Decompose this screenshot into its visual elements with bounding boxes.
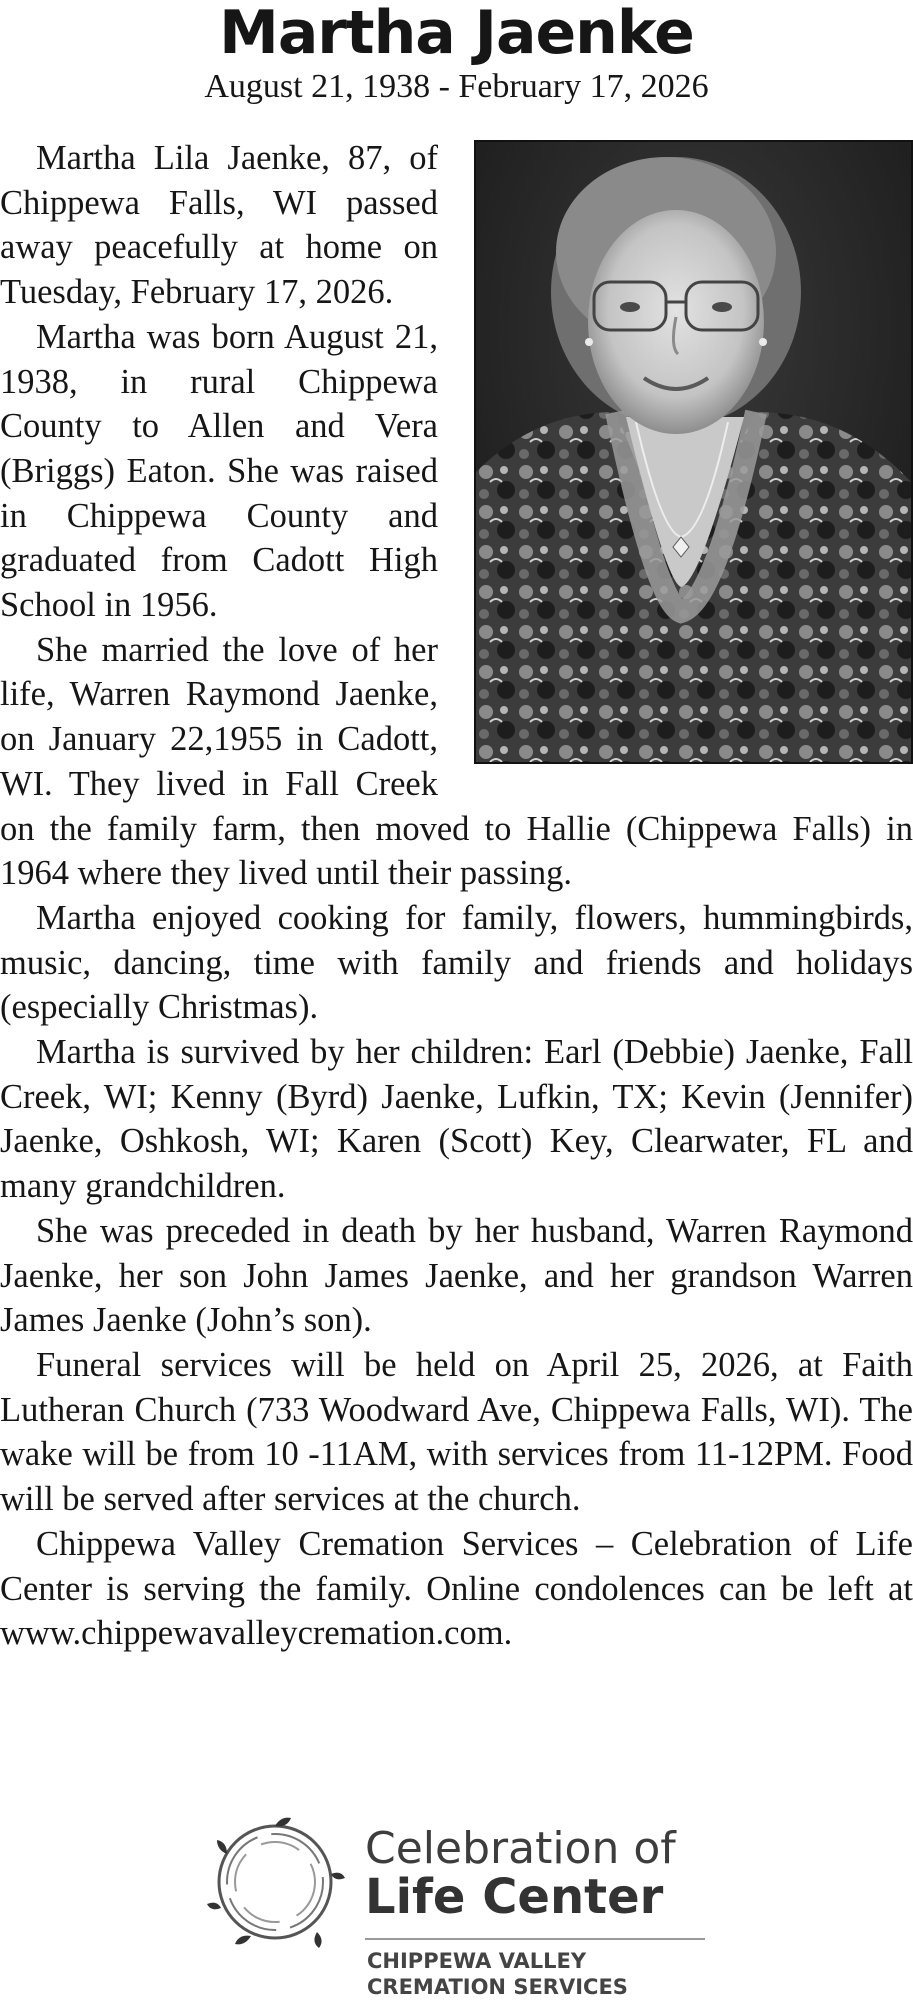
paragraph-8: Chippewa Valley Cremation Services – Celebration of Life Center is serving the family. Online condolences can be left at www.chippewavalleycremation.com. bbox=[0, 1524, 913, 1653]
obituary-body bbox=[0, 136, 913, 1656]
paragraph-4: Martha enjoyed cooking for family, flowers, hummingbirds, music, dancing, time with family and friends and holidays (especially Christmas). bbox=[0, 898, 913, 1027]
paragraph-1: Martha Lila Jaenke, 87, of Chippewa Falls, WI passed away peacefully at home on Tuesday, February 17, 2026. bbox=[0, 139, 438, 312]
life-dates: August 21, 1938 - February 17, 2026 bbox=[204, 68, 709, 105]
funeral-home-logo bbox=[205, 1812, 725, 2000]
obituary-title: Martha Jaenke bbox=[219, 0, 694, 68]
portrait-photo bbox=[474, 140, 913, 764]
paragraph-3: She married the love of her life, Warren Raymond Jaenke, on January 22,1955 in Cadott, WI. They lived in Fall Creek on the family farm, then moved to Hallie (Chippewa Falls) in 1964 where they lived until their passing. bbox=[0, 630, 913, 893]
paragraph-2: Martha was born August 21, 1938, in rural Chippewa County to Allen and Vera (Briggs) Eaton. She was raised in Chippewa County and graduated from Cadott High School in 1956. bbox=[0, 317, 438, 625]
logo-divider bbox=[365, 1938, 705, 1940]
logo-line-4: CREMATION SERVICES bbox=[367, 1975, 628, 1999]
paragraph-6: She was preceded in death by her husband, Warren Raymond Jaenke, her son John James Jaenke, and her grandson Warren James Jaenke (John’s son). bbox=[0, 1211, 913, 1340]
logo-line-1: Celebration of bbox=[365, 1823, 676, 1874]
wreath-icon bbox=[205, 1812, 345, 1952]
paragraph-5: Martha is survived by her children: Earl (Debbie) Jaenke, Fall Creek, WI; Kenny (Byrd) Jaenke, Lufkin, TX; Kevin (Jennifer) Jaenke, Oshkosh, WI; Karen (Scott) Key, Clearwater, FL and many grandchildren. bbox=[0, 1033, 913, 1206]
logo-line-3: CHIPPEWA VALLEY bbox=[367, 1949, 587, 1973]
logo-line-2: Life Center bbox=[365, 1869, 664, 1925]
paragraph-7: Funeral services will be held on April 25, 2026, at Faith Lutheran Church (733 Woodward Ave, Chippewa Falls, WI). The wake will be from 10 -11AM, with services from 11-12PM. Food will be served after services at the church. bbox=[0, 1345, 913, 1519]
